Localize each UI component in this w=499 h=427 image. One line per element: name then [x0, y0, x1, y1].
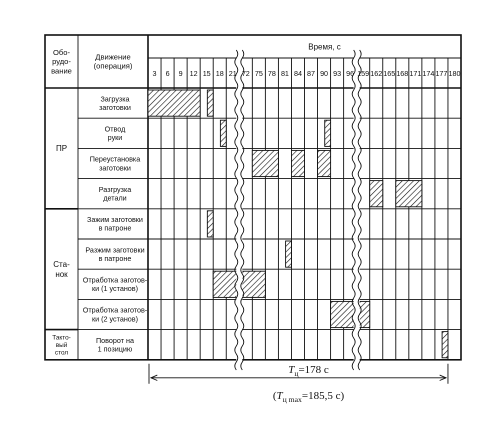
operation-bar [325, 120, 331, 146]
time-tick-label: 168 [396, 69, 409, 78]
operation-bar [207, 90, 213, 116]
time-tick-label: 9 [178, 69, 183, 78]
time-tick-label: 75 [254, 69, 263, 78]
time-tick-label: 96 [346, 69, 355, 78]
time-tick-label: 165 [383, 69, 396, 78]
bars-layer [148, 90, 448, 358]
operation-bar [252, 150, 278, 176]
time-tick-label: 84 [293, 69, 302, 78]
formula-subscript: ц [294, 368, 299, 378]
operation-label: в патроне [98, 253, 132, 263]
time-tick-label: 72 [241, 69, 250, 78]
operation-bar [331, 301, 370, 327]
operation-bar [220, 120, 226, 146]
formula-subscript: ц max [282, 394, 302, 404]
equipment-group-label: нок [55, 269, 68, 279]
time-tick-label: 12 [189, 69, 198, 78]
operation-label: Поворот на [96, 335, 134, 345]
operation-header: (операция) [93, 61, 133, 71]
formula-symbol: T [276, 389, 283, 402]
time-tick-label: 177 [435, 69, 448, 78]
equipment-group-label: вый [55, 341, 68, 349]
formula-value: =185,5 с) [301, 389, 345, 402]
operation-header: Движение [95, 52, 131, 62]
operation-label: Зажим заготовки [87, 215, 143, 225]
operation-bar [370, 181, 383, 207]
time-tick-label: 18 [215, 69, 224, 78]
formula-open: ( [272, 389, 277, 402]
operation-bar [396, 181, 422, 207]
time-tick-label: 180 [448, 69, 461, 78]
time-tick-label: 21 [228, 69, 237, 78]
time-tick-label: 162 [370, 69, 383, 78]
equipment-header: Обо- [52, 48, 71, 58]
equipment-group-label: Такто- [52, 334, 71, 342]
equipment-header: вание [51, 66, 72, 76]
equipment-header: рудо- [52, 57, 71, 67]
time-tick-label: 15 [202, 69, 211, 78]
time-tick-label: 87 [307, 69, 316, 78]
operation-label: в патроне [98, 223, 132, 233]
time-tick-label: 159 [357, 69, 370, 78]
formula-value: =178 с [298, 363, 329, 376]
cycle-time-label [288, 364, 329, 378]
equipment-group-label: ПР [55, 144, 68, 154]
operation-label: детали [103, 193, 127, 203]
caption-layer [149, 364, 448, 404]
operation-label: руки [107, 133, 123, 143]
time-tick-label: 78 [267, 69, 276, 78]
operation-bar [442, 332, 448, 358]
time-tick-label: 93 [333, 69, 342, 78]
time-tick-label: 90 [320, 69, 329, 78]
formula-symbol: T [288, 363, 295, 376]
operation-label: Переустановка [89, 154, 141, 164]
equipment-group-label: стол [54, 349, 69, 357]
operation-label: заготовки [99, 163, 131, 173]
operation-bar [207, 211, 213, 237]
time-tick-label: 3 [152, 69, 157, 78]
operation-label: ки (2 установ) [91, 314, 139, 324]
operation-bar [318, 150, 331, 176]
equipment-group-label: Ста- [53, 260, 70, 270]
operation-label: заготовки [99, 102, 131, 112]
time-tick-label: 174 [422, 69, 435, 78]
operation-label: Отработка заготов- [82, 275, 148, 285]
time-tick-label: 6 [165, 69, 170, 78]
operation-bar [148, 90, 200, 116]
cycle-time-max-label [273, 390, 345, 404]
operation-bar [286, 241, 292, 267]
operation-label: Отвод [104, 124, 126, 134]
operation-label: Отработка заготов- [82, 305, 148, 315]
operation-label: Загрузка [100, 94, 130, 104]
time-header: Время, с [308, 42, 341, 52]
operation-bar [291, 150, 304, 176]
time-tick-label: 81 [280, 69, 289, 78]
operation-label: Разжим заготовки [85, 245, 145, 255]
operation-label: 1 позицию [97, 344, 133, 354]
time-tick-label: 171 [409, 69, 422, 78]
operation-label: Разгрузка [98, 184, 132, 194]
operation-label: ки (1 установ) [91, 284, 139, 294]
